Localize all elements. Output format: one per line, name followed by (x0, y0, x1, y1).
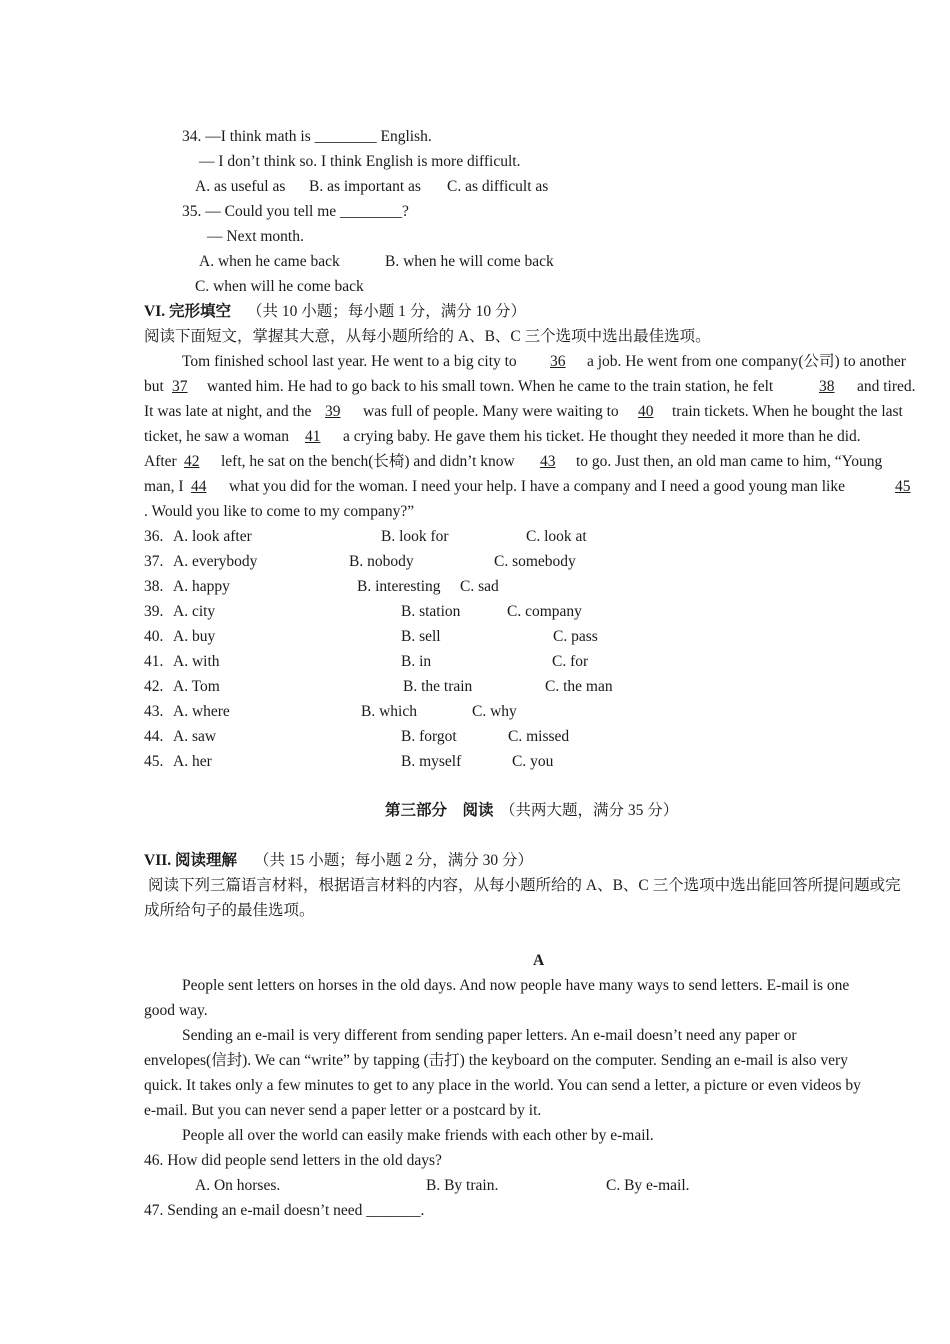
blank-43: 43 (540, 453, 556, 470)
blank-41: 41 (305, 428, 321, 445)
option-a: A. buy (173, 628, 216, 645)
option-c: C. for (552, 653, 589, 670)
cloze-text: and tired. (857, 378, 916, 395)
q34-reply: — I don’t think so. I think English is more difficult. (199, 153, 521, 170)
option-a: A. with (173, 653, 220, 670)
cloze-text: left, he sat on the bench(长椅) and didn’t know (221, 453, 515, 470)
blank-40: 40 (638, 403, 654, 420)
blank-44: 44 (191, 478, 207, 495)
section7-instruction: 阅读下列三篇语言材料，根据语言材料的内容，从每小题所给的 A、B、C 三个选项中选出能回答所提问题或完 (148, 877, 901, 894)
option-c: C. somebody (494, 553, 576, 570)
option-b: B. sell (401, 628, 441, 645)
option-num: 37. (144, 553, 164, 570)
option-a: A. everybody (173, 553, 258, 570)
option-num: 40. (144, 628, 164, 645)
q34-stem: 34. —I think math is ________ English. (182, 128, 432, 145)
cloze-text: It was late at night, and the (144, 403, 312, 420)
option-a: A. Tom (173, 678, 220, 695)
option-b: B. station (401, 603, 461, 620)
passage-label: A (533, 952, 545, 969)
option-a: A. her (173, 753, 212, 770)
q47-stem: 47. Sending an e-mail doesn’t need _______. (144, 1202, 425, 1219)
option-a: A. where (173, 703, 230, 720)
cloze-text: to go. Just then, an old man came to him, “Young (576, 453, 883, 470)
part3-title: 第三部分 阅读 (385, 802, 494, 819)
option-c: C. look at (526, 528, 587, 545)
option-c: C. you (512, 753, 554, 770)
option-b: B. myself (401, 753, 462, 770)
option-num: 43. (144, 703, 164, 720)
option-num: 36. (144, 528, 164, 545)
blank-42: 42 (184, 453, 200, 470)
q35-option-b: B. when he will come back (385, 253, 554, 270)
passage-text: Sending an e-mail is very different from sending paper letters. An e-mail doesn’t need any paper or (182, 1027, 797, 1044)
cloze-text: After (144, 453, 177, 470)
option-b: B. the train (403, 678, 473, 695)
option-num: 44. (144, 728, 164, 745)
blank-45: 45 (895, 478, 911, 495)
option-b: B. in (401, 653, 432, 670)
cloze-text: Tom finished school last year. He went to a big city to (182, 353, 517, 370)
passage-text: e-mail. But you can never send a paper letter or a postcard by it. (144, 1102, 542, 1119)
option-c: C. pass (553, 628, 598, 645)
option-b: B. nobody (349, 553, 414, 570)
q35-reply: — Next month. (207, 228, 304, 245)
passage-text: good way. (144, 1002, 208, 1019)
q34-option-a: A. as useful as (195, 178, 286, 195)
option-c: C. sad (460, 578, 499, 595)
section7-instruction: 成所给句子的最佳选项。 (144, 902, 315, 919)
option-a: A. happy (173, 578, 230, 595)
section7-score-note: （共 15 小题；每小题 2 分，满分 30 分） (254, 852, 534, 869)
cloze-text: what you did for the woman. I need your help. I have a company and I need a good young man like (229, 478, 845, 495)
q35-option-c: C. when will he come back (195, 278, 364, 295)
passage-text: People all over the world can easily make friends with each other by e-mail. (182, 1127, 654, 1144)
passage-text: People sent letters on horses in the old days. And now people have many ways to send letters. E-mail is one (182, 977, 850, 994)
cloze-text: but (144, 378, 164, 395)
option-num: 41. (144, 653, 164, 670)
q34-option-b: B. as important as (309, 178, 421, 195)
section6-title: VI. 完形填空 (144, 303, 231, 320)
cloze-text: man, I (144, 478, 184, 495)
cloze-text: a job. He went from one company(公司) to another (587, 353, 906, 370)
cloze-text: was full of people. Many were waiting to (363, 403, 619, 420)
option-b: B. which (361, 703, 417, 720)
part3-note: （共两大题，满分 35 分） (500, 802, 679, 819)
option-a: A. look after (173, 528, 252, 545)
q46-option-a: A. On horses. (195, 1177, 281, 1194)
blank-36: 36 (550, 353, 566, 370)
blank-39: 39 (325, 403, 341, 420)
option-c: C. company (507, 603, 582, 620)
option-b: B. forgot (401, 728, 457, 745)
option-b: B. look for (381, 528, 449, 545)
cloze-text: train tickets. When he bought the last (672, 403, 903, 420)
passage-text: quick. It takes only a few minutes to get to any place in the world. You can send a letter, a picture or even videos by (144, 1077, 861, 1094)
cloze-text: ticket, he saw a woman (144, 428, 290, 445)
option-num: 39. (144, 603, 164, 620)
option-num: 42. (144, 678, 164, 695)
q46-option-b: B. By train. (426, 1177, 499, 1194)
section7-title: VII. 阅读理解 (144, 852, 238, 869)
passage-text: envelopes(信封). We can “write” by tapping (击打) the keyboard on the computer. Sending an e-mail is also very (144, 1052, 848, 1069)
option-num: 45. (144, 753, 164, 770)
option-a: A. saw (173, 728, 217, 745)
option-c: C. the man (545, 678, 613, 695)
cloze-text: a crying baby. He gave them his ticket. He thought they needed it more than he did. (343, 428, 861, 445)
option-c: C. missed (508, 728, 570, 745)
option-a: A. city (173, 603, 216, 620)
q34-option-c: C. as difficult as (447, 178, 549, 195)
option-b: B. interesting (357, 578, 441, 595)
blank-37: 37 (172, 378, 188, 395)
q46-option-c: C. By e-mail. (606, 1177, 690, 1194)
blank-38: 38 (819, 378, 835, 395)
q35-stem: 35. — Could you tell me ________? (182, 203, 409, 220)
option-c: C. why (472, 703, 517, 720)
cloze-text: . Would you like to come to my company?” (144, 503, 415, 520)
option-num: 38. (144, 578, 164, 595)
q35-option-a: A. when he came back (199, 253, 340, 270)
cloze-text: wanted him. He had to go back to his small town. When he came to the train station, he felt (207, 378, 774, 395)
q46-stem: 46. How did people send letters in the old days? (144, 1152, 442, 1169)
section6-instruction: 阅读下面短文，掌握其大意，从每小题所给的 A、B、C 三个选项中选出最佳选项。 (144, 328, 711, 345)
section6-score-note: （共 10 小题；每小题 1 分，满分 10 分） (247, 303, 527, 320)
